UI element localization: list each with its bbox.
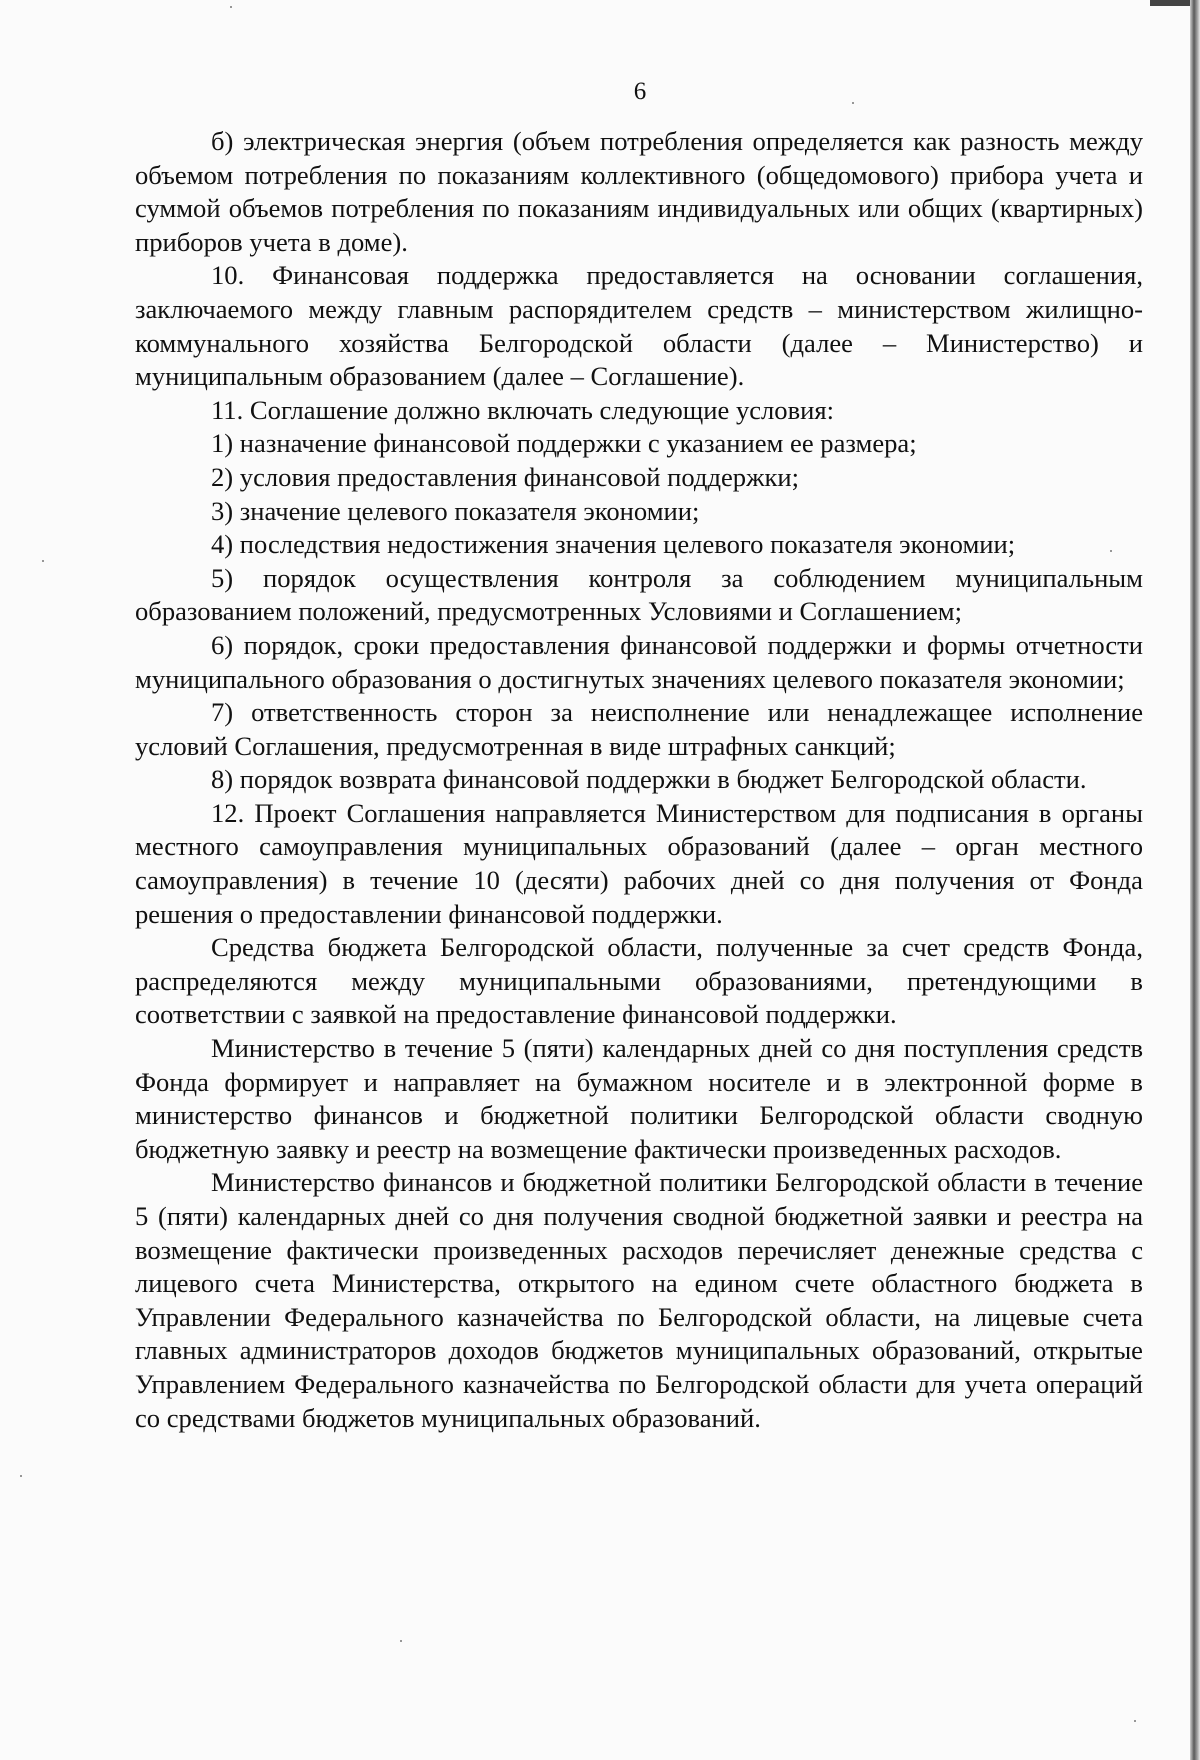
scan-speck [230, 6, 232, 8]
paragraph-11-agreement-conditions: 11. Соглашение должно включать следующие условия: [211, 394, 835, 425]
scan-speck [852, 102, 854, 104]
scan-edge-mark [1150, 0, 1190, 6]
paragraph-ministry-of-finance: Министерство финансов и бюджетной политики Белгородской области в течение 5 (пяти) календарных дней со дня получения сводной бюджетной заявки и реестра на возмещение фактически произведенных расходов перечисляет денежные средства с лицевого счета Министерства, открытого на едином счете областного бюджета в Управлении Федерального казначейства по Белгородской области, на лицевые счета главных администраторов доходов бюджетов муниципальных образований, открытые Управлением Федерального казначейства по Белгородской области для учета операций со средствами бюджетов муниципальных образований. [135, 1167, 1143, 1433]
list-item-2: 2) условия предоставления финансовой поддержки; [211, 461, 800, 492]
scan-edge [1190, 0, 1200, 1760]
list-item-3: 3) значение целевого показателя экономии; [211, 495, 700, 526]
paragraph-10-financial-support: 10. Финансовая поддержка предоставляется на основании соглашения, заключаемого между главным распорядителем средств – министерством жилищно-коммунального хозяйства Белгородской области (далее – Министерство) и муниципальным образованием (далее – Соглашение). [135, 260, 1143, 392]
scan-speck [1110, 550, 1112, 552]
list-item-5: 5) порядок осуществления контроля за соблюдением муниципальным образованием положений, предусмотренных Условиями и Соглашением; [135, 562, 1143, 627]
paragraph-electric-energy: б) электрическая энергия (объем потребления определяется как разность между объемом потребления по показаниям коллективного (общедомового) прибора учета и суммой объемов потребления по показаниям индивидуальных или общих (квартирных) приборов учета в доме). [135, 126, 1143, 257]
document-body [135, 125, 1143, 1435]
scan-speck [400, 1640, 402, 1642]
list-item-7: 7) ответственность сторон за неисполнение или ненадлежащее исполнение условий Соглашения, предусмотренная в виде штрафных санкций; [135, 697, 1143, 761]
list-item-6: 6) порядок, сроки предоставления финансовой поддержки и формы отчетности муниципального образования о достигнутых значениях целевого показателя экономии; [135, 629, 1143, 694]
list-item-4: 4) последствия недостижения значения целевого показателя экономии; [211, 529, 1016, 560]
scan-speck [1134, 1720, 1136, 1722]
scan-speck [20, 1475, 22, 1477]
page-number: 6 [633, 78, 647, 105]
scan-speck [42, 560, 44, 562]
paragraph-budget-funds: Средства бюджета Белгородской области, полученные за счет средств Фонда, распределяются между муниципальными образованиями, претендующими в соответствии с заявкой на предоставление финансовой поддержки. [135, 932, 1143, 1030]
list-item-8: 8) порядок возврата финансовой поддержки в бюджет Белгородской области. [211, 764, 1087, 795]
list-item-1: 1) назначение финансовой поддержки с указанием ее размера; [211, 428, 917, 459]
paragraph-12-draft-agreement: 12. Проект Соглашения направляется Министерством для подписания в органы местного самоуправления муниципальных образований (далее – орган местного самоуправления) в течение 10 (десяти) рабочих дней со дня получения от Фонда решения о предоставлении финансовой поддержки. [135, 797, 1143, 929]
paragraph-ministry-submission: Министерство в течение 5 (пяти) календарных дней со дня поступления средств Фонда формирует и направляет на бумажном носителе и в электронной форме в министерство финансов и бюджетной политики Белгородской области сводную бюджетную заявку и реестр на возмещение фактически произведенных расходов. [135, 1033, 1143, 1164]
